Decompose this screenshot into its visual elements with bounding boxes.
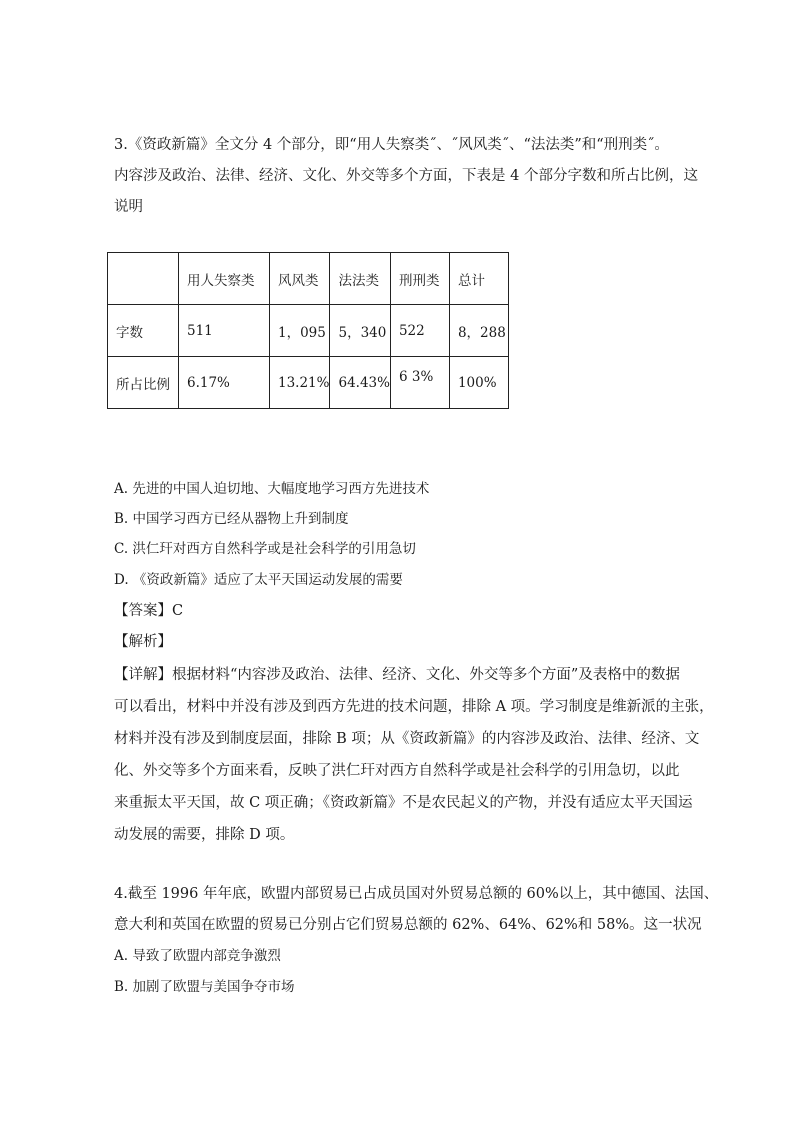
table-row	[108, 305, 509, 357]
table-cell: 1，095	[270, 305, 330, 357]
q3-analysis-line-5: 来重振太平天国，故 C 项正确；《资政新篇》不是农民起义的产物，并没有适应太平天国运	[114, 795, 693, 811]
table-header-cell: 用人失察类	[179, 253, 270, 305]
q3-analysis-heading: 【解析】	[114, 634, 172, 650]
table-cell: 511	[179, 305, 270, 357]
table-header-cell: 法法类	[330, 253, 390, 305]
q3-data-table	[107, 252, 509, 409]
q3-option-b: B. 中国学习西方已经从器物上升到制度	[114, 511, 349, 527]
q4-stem-line-1: 4.截至 1996 年年底，欧盟内部贸易已占成员国对外贸易总额的 60%以上，其中德国、法国、	[114, 886, 719, 902]
table-cell: 522	[390, 305, 449, 357]
q3-stem-line-1: 3.《资政新篇》全文分 4 个部分，即“用人失察类˝、˝风风类˝、“法法类”和“刑刑类˝。	[114, 137, 669, 153]
table-cell: 6.17%	[179, 357, 270, 409]
table-cell: 5，340	[330, 305, 390, 357]
q4-option-a: A. 导致了欧盟内部竞争激烈	[114, 948, 281, 964]
q3-option-d: D. 《资政新篇》适应了太平天国运动发展的需要	[114, 572, 403, 588]
q3-analysis-line-4: 化、外交等多个方面来看，反映了洪仁玕对西方自然科学或是社会科学的引用急切，以此	[114, 763, 680, 779]
table-header-cell: 总计	[449, 253, 508, 305]
table-header-cell: 刑刑类	[390, 253, 449, 305]
table-cell-text: 6 3%	[398, 368, 434, 385]
q3-option-c: C. 洪仁玕对西方自然科学或是社会科学的引用急切	[114, 541, 416, 557]
table-cell: 字数	[108, 305, 179, 357]
table-cell: 8，288	[449, 305, 508, 357]
q3-answer: 【答案】C	[114, 603, 184, 619]
q3-analysis-line-6: 动发展的需要，排除 D 项。	[114, 827, 295, 843]
table-header-cell: 风风类	[270, 253, 330, 305]
q3-analysis-line-1: 【详解】根据材料“内容涉及政治、法律、经济、文化、外交等多个方面”及表格中的数据	[114, 667, 680, 683]
q3-stem-line-3: 说明	[114, 199, 143, 215]
table-header-row	[108, 253, 509, 305]
table-cell: 所占比例	[108, 357, 179, 409]
q3-analysis-line-3: 材料并没有涉及到制度层面，排除 B 项；从《资政新篇》的内容涉及政治、法律、经济、文	[114, 731, 700, 747]
table-cell	[390, 357, 449, 409]
table-cell: 64.43%	[330, 357, 390, 409]
table-cell: 100%	[449, 357, 508, 409]
q3-option-a: A. 先进的中国人迫切地、大幅度地学习西方先进技术	[114, 481, 430, 497]
q4-stem-line-2: 意大利和英国在欧盟的贸易已分别占它们贸易总额的 62%、64%、62%和 58%。这一状况	[114, 917, 702, 933]
table-row	[108, 357, 509, 409]
table-cell: 13.21%	[270, 357, 330, 409]
table-header-cell	[108, 253, 179, 305]
q3-stem-line-2: 内容涉及政治、法律、经济、文化、外交等多个方面，下表是 4 个部分字数和所占比例，这	[114, 168, 698, 184]
q3-analysis-line-2: 可以看出，材料中并没有涉及到西方先进的技术问题，排除 A 项。学习制度是维新派的主张，	[114, 699, 714, 715]
q4-option-b: B. 加剧了欧盟与美国争夺市场	[114, 979, 295, 995]
